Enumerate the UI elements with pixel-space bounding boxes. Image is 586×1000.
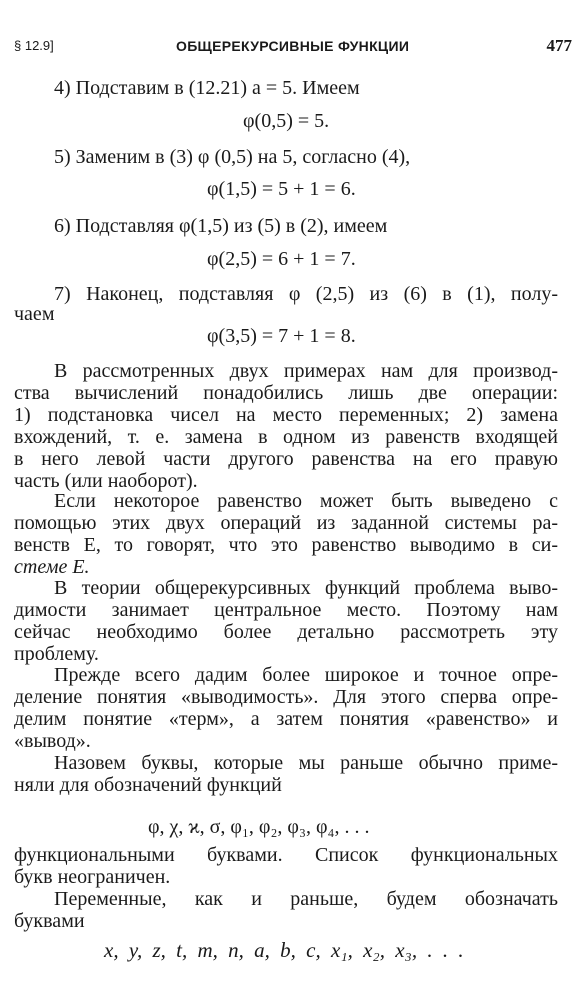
paragraph-line: вхождений, т. е. замена в одном из равенств входящей: [14, 426, 558, 448]
paragraph-line: Если некоторое равенство может быть выведено с: [54, 490, 558, 512]
paragraph-line: Назовем буквы, которые мы раньше обычно приме-: [54, 752, 558, 774]
formula-step-7: φ(3,5) = 7 + 1 = 8.: [207, 325, 356, 347]
paragraph-line: часть (или наоборот).: [14, 470, 198, 492]
page-number: 477: [546, 36, 572, 55]
formula-step-4: φ(0,5) = 5.: [243, 110, 330, 132]
chapter-title: ОБЩЕРЕКУРСИВНЫЕ ФУНКЦИИ: [176, 38, 410, 54]
paragraph-line: деление понятия «выводимость». Для этого сперва опре-: [14, 686, 558, 708]
step-6: 6) Подставляя φ(1,5) из (5) в (2), имеем: [54, 215, 388, 237]
paragraph-line: венств E, то говорят, что это равенство выводимо в си-: [14, 534, 558, 556]
running-header: [14, 36, 572, 58]
paragraph-line: В рассмотренных двух примерах нам для производ-: [54, 360, 558, 382]
paragraph-line: буквами: [14, 910, 85, 932]
function-letters: φ, χ, ϰ, σ, φ₁, φ₂, φ₃, φ₄, . . .: [148, 816, 370, 838]
paragraph-line: функциональными буквами. Список функциональных: [14, 844, 558, 866]
formula-step-5: φ(1,5) = 5 + 1 = 6.: [207, 178, 356, 200]
paragraph-line: в него левой части другого равенства на его правую: [14, 448, 558, 470]
formula-step-6: φ(2,5) = 6 + 1 = 7.: [207, 248, 356, 270]
paragraph-line: ства вычислений понадобились лишь две операции:: [14, 382, 558, 404]
step-7-line-1: 7) Наконец, подставляя φ (2,5) из (6) в (1), полу-: [54, 283, 558, 305]
paragraph-line: проблему.: [14, 643, 99, 665]
paragraph-line: стеме E.: [14, 556, 90, 578]
paragraph-line: няли для обозначений функций: [14, 774, 282, 796]
paragraph-line: «вывод».: [14, 730, 91, 752]
step-5: 5) Заменим в (3) φ (0,5) на 5, согласно (4),: [54, 146, 411, 168]
paragraph-line: помощью этих двух операций из заданной системы ра-: [14, 512, 558, 534]
variable-letters: x, y, z, t, m, n, a, b, c, x₁, x₂, x₃, . . .: [104, 938, 464, 962]
paragraph-line: сейчас необходимо более детально рассмотреть эту: [14, 621, 558, 643]
step-4: 4) Подставим в (12.21) a = 5. Имеем: [54, 77, 360, 99]
paragraph-line: Переменные, как и раньше, будем обозначать: [54, 888, 558, 910]
paragraph-line: Прежде всего дадим более широкое и точное опре-: [54, 664, 558, 686]
paragraph-line: делим понятие «терм», а затем понятия «равенство» и: [14, 708, 558, 730]
paragraph-line: В теории общерекурсивных функций проблема выво-: [54, 577, 558, 599]
step-7-line-2: чаем: [14, 303, 55, 325]
paragraph-line: димости занимает центральное место. Поэтому нам: [14, 599, 558, 621]
section-ref: § 12.9]: [14, 38, 54, 53]
paragraph-line: 1) подстановка чисел на место переменных; 2) замена: [14, 404, 558, 426]
paragraph-line: букв неограничен.: [14, 866, 171, 888]
